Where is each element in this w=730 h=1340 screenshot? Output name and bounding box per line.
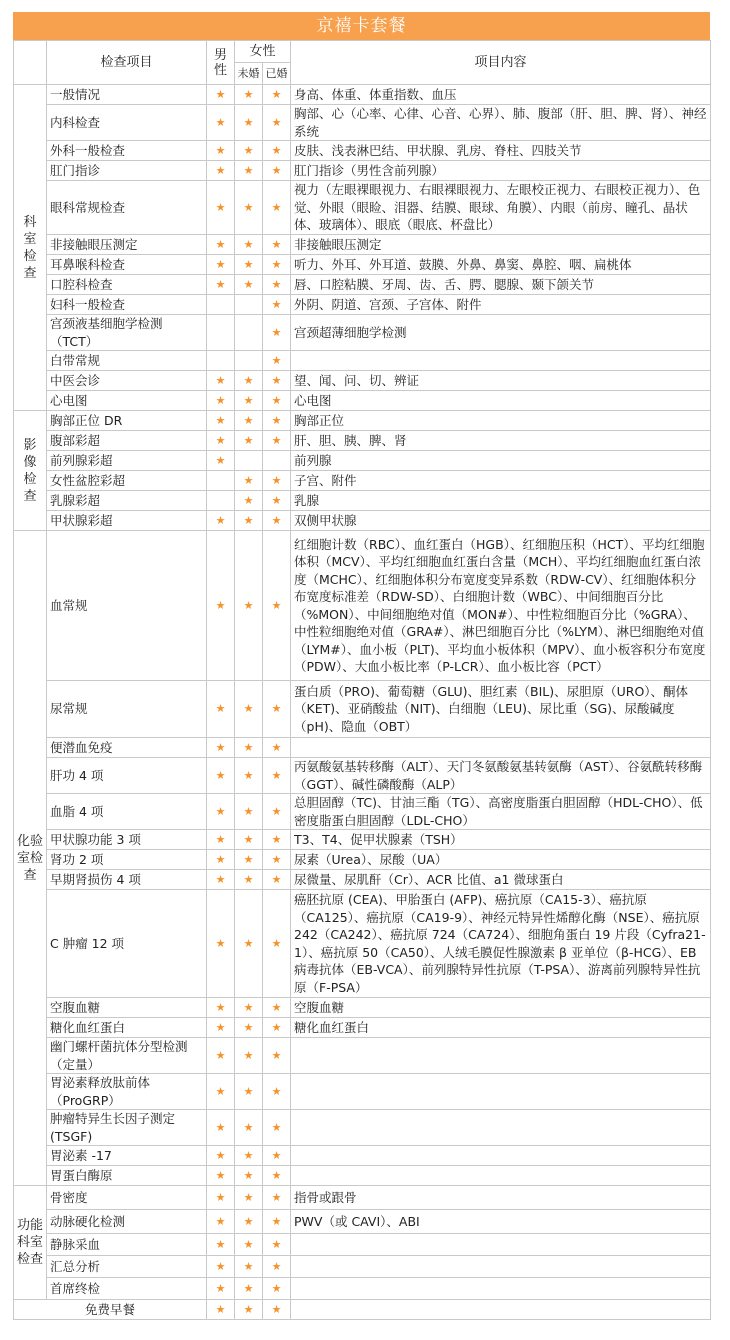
category-cell: [14, 1186, 47, 1300]
table-row: [14, 105, 711, 141]
header-row: [14, 41, 711, 63]
male-star: ★: [207, 1300, 235, 1320]
married-star: ★: [263, 371, 291, 391]
married-star: ★: [263, 511, 291, 531]
item-name: 血常规: [47, 531, 207, 681]
item-name: 甲状腺彩超: [47, 511, 207, 531]
footer-name: 免费早餐: [14, 1300, 207, 1320]
male-star: ★: [207, 531, 235, 681]
unmarried-star: ★: [235, 161, 263, 181]
male-star: ★: [207, 1074, 235, 1110]
unmarried-star: [235, 315, 263, 351]
unmarried-star: ★: [235, 830, 263, 850]
table-row: [14, 1110, 711, 1146]
item-name: 便潜血免疫: [47, 738, 207, 758]
table-row: [14, 830, 711, 850]
unmarried-star: ★: [235, 1186, 263, 1210]
item-name: 非接触眼压测定: [47, 235, 207, 255]
male-star: ★: [207, 1210, 235, 1234]
unmarried-star: ★: [235, 141, 263, 161]
item-content: [291, 1256, 711, 1278]
unmarried-star: ★: [235, 998, 263, 1018]
married-star: ★: [263, 295, 291, 315]
married-star: [263, 451, 291, 471]
item-content: 宫颈超薄细胞学检测: [291, 315, 711, 351]
category-cell: [14, 531, 47, 1186]
married-star: ★: [263, 255, 291, 275]
table-body: [14, 85, 711, 1320]
married-star: ★: [263, 105, 291, 141]
item-name: 妇科一般检查: [47, 295, 207, 315]
male-star: ★: [207, 1186, 235, 1210]
male-star: ★: [207, 1234, 235, 1256]
male-star: ★: [207, 998, 235, 1018]
unmarried-star: ★: [235, 411, 263, 431]
unmarried-star: ★: [235, 1146, 263, 1166]
unmarried-star: ★: [235, 275, 263, 295]
item-content: 总胆固醇（TC)、甘油三酯（TG）、高密度脂蛋白胆固醇（HDL-CHO）、低密度脂蛋白胆固醇（LDL-CHO）: [291, 794, 711, 830]
category-label: 功能科室检查: [16, 1218, 43, 1267]
male-star: [207, 491, 235, 511]
item-content: 双侧甲状腺: [291, 511, 711, 531]
unmarried-star: ★: [235, 85, 263, 105]
item-content: 空腹血糖: [291, 998, 711, 1018]
item-name: 空腹血糖: [47, 998, 207, 1018]
unmarried-star: ★: [235, 511, 263, 531]
table-row: [14, 998, 711, 1018]
item-name: 心电图: [47, 391, 207, 411]
married-star: ★: [263, 850, 291, 870]
item-name: 肿瘤特异生长因子测定(TSGF): [47, 1110, 207, 1146]
item-content: 肝、胆、胰、脾、肾: [291, 431, 711, 451]
married-star: ★: [263, 181, 291, 235]
unmarried-star: ★: [235, 1110, 263, 1146]
item-name: 外科一般检查: [47, 141, 207, 161]
unmarried-star: ★: [235, 738, 263, 758]
item-content: 糖化血红蛋白: [291, 1018, 711, 1038]
item-name: 首席终检: [47, 1278, 207, 1300]
item-content: 前列腺: [291, 451, 711, 471]
male-star: [207, 315, 235, 351]
married-star: ★: [263, 758, 291, 794]
item-content: [291, 738, 711, 758]
item-name: 骨密度: [47, 1186, 207, 1210]
unmarried-star: ★: [235, 890, 263, 998]
table-row: [14, 890, 711, 998]
item-name: 早期肾损伤 4 项: [47, 870, 207, 890]
male-star: ★: [207, 411, 235, 431]
male-star: ★: [207, 391, 235, 411]
header-unmarried: 未婚: [235, 63, 263, 85]
male-star: ★: [207, 681, 235, 738]
male-star: ★: [207, 181, 235, 235]
unmarried-star: ★: [235, 1300, 263, 1320]
unmarried-star: ★: [235, 1018, 263, 1038]
table-row: [14, 1234, 711, 1256]
item-name: 幽门螺杆菌抗体分型检测（定量）: [47, 1038, 207, 1074]
item-content: 红细胞计数（RBC）、血红蛋白（HGB）、红细胞压积（HCT）、平均红细胞体积（MCV）、平均红细胞血红蛋白含量（MCH）、平均红细胞血红蛋白浓度（MCHC）、红细胞体积分布宽度变异系数（RDW-CV）、红细胞体积分布宽度标准差（RDW-SD）、白细胞计数（WBC）、中间细胞百分比（%MON）、中间细胞绝对值（MON#）、中性粒细胞百分比（%GRA）、中性粒细胞绝对值（GRA#）、淋巴细胞百分比（%LYM）、淋巴细胞绝对值（LYM#）、血小板（PLT)、平均血小板体积（MPV）、血小板容积分布宽度（PDW）、大血小板比率（P-LCR）、血小板比容（PCT）: [291, 531, 711, 681]
unmarried-star: ★: [235, 391, 263, 411]
male-star: ★: [207, 794, 235, 830]
table-row: [14, 315, 711, 351]
table-row: [14, 411, 711, 431]
male-star: ★: [207, 235, 235, 255]
married-star: ★: [263, 1256, 291, 1278]
table-row: [14, 235, 711, 255]
married-star: ★: [263, 794, 291, 830]
header-married: 已婚: [263, 63, 291, 85]
married-star: ★: [263, 890, 291, 998]
married-star: ★: [263, 830, 291, 850]
table-row: [14, 738, 711, 758]
item-content: [291, 1038, 711, 1074]
item-content: 乳腺: [291, 491, 711, 511]
item-content: [291, 351, 711, 371]
unmarried-star: ★: [235, 870, 263, 890]
header-item: 检查项目: [47, 41, 207, 85]
item-name: 糖化血红蛋白: [47, 1018, 207, 1038]
item-content: 视力（左眼裸眼视力、右眼裸眼视力、左眼校正视力、右眼校正视力）、色觉、外眼（眼睑、泪器、结膜、眼球、角膜）、内眼（前房、瞳孔、晶状体、玻璃体）、眼底（眼底、杯盘比）: [291, 181, 711, 235]
table-row: [14, 1074, 711, 1110]
unmarried-star: ★: [235, 1210, 263, 1234]
table-row: [14, 295, 711, 315]
male-star: ★: [207, 738, 235, 758]
item-content: 胸部、心（心率、心律、心音、心界）、肺、腹部（肝、胆、脾、肾）、神经系统: [291, 105, 711, 141]
category-label: 影像检查: [23, 437, 37, 504]
married-star: ★: [263, 1210, 291, 1234]
item-name: 耳鼻喉科检查: [47, 255, 207, 275]
married-star: ★: [263, 275, 291, 295]
table-row: [14, 1018, 711, 1038]
item-content: [291, 1166, 711, 1186]
unmarried-star: ★: [235, 431, 263, 451]
male-star: ★: [207, 1278, 235, 1300]
unmarried-star: ★: [235, 681, 263, 738]
table-row: [14, 870, 711, 890]
item-content: 丙氨酸氨基转移酶（ALT）、天门冬氨酸氨基转氨酶（AST）、谷氨酰转移酶（GGT）、碱性磷酸酶（ALP）: [291, 758, 711, 794]
unmarried-star: ★: [235, 758, 263, 794]
table-row: [14, 161, 711, 181]
unmarried-star: [235, 351, 263, 371]
item-name: 胃泌素 -17: [47, 1146, 207, 1166]
married-star: ★: [263, 738, 291, 758]
table-row: [14, 181, 711, 235]
item-content: 皮肤、浅表淋巴结、甲状腺、乳房、脊柱、四肢关节: [291, 141, 711, 161]
item-content: 指骨或跟骨: [291, 1186, 711, 1210]
item-content: 非接触眼压测定: [291, 235, 711, 255]
category-label: 化验室检查: [16, 833, 43, 883]
married-star: ★: [263, 1110, 291, 1146]
item-content: [291, 1278, 711, 1300]
male-star: ★: [207, 105, 235, 141]
male-star: ★: [207, 431, 235, 451]
item-name: 一般情况: [47, 85, 207, 105]
package-table: [13, 40, 711, 1320]
item-name: 胃泌素释放肽前体（ProGRP）: [47, 1074, 207, 1110]
married-star: ★: [263, 998, 291, 1018]
item-content: 心电图: [291, 391, 711, 411]
unmarried-star: ★: [235, 255, 263, 275]
package-table-container: [13, 12, 710, 1320]
item-content: 身高、体重、体重指数、血压: [291, 85, 711, 105]
item-name: 甲状腺功能 3 项: [47, 830, 207, 850]
item-content: [291, 1074, 711, 1110]
header-female: 女性: [235, 41, 291, 63]
item-content: 唇、口腔粘膜、牙周、齿、舌、腭、腮腺、颞下颌关节: [291, 275, 711, 295]
unmarried-star: ★: [235, 1038, 263, 1074]
married-star: ★: [263, 1234, 291, 1256]
unmarried-star: ★: [235, 1074, 263, 1110]
item-name: 女性盆腔彩超: [47, 471, 207, 491]
male-star: ★: [207, 1146, 235, 1166]
table-row: [14, 1038, 711, 1074]
unmarried-star: ★: [235, 371, 263, 391]
married-star: ★: [263, 351, 291, 371]
item-name: 肾功 2 项: [47, 850, 207, 870]
married-star: ★: [263, 85, 291, 105]
male-star: ★: [207, 758, 235, 794]
male-star: ★: [207, 255, 235, 275]
table-row: [14, 391, 711, 411]
table-row: [14, 351, 711, 371]
table-row: [14, 1166, 711, 1186]
item-content: 子宫、附件: [291, 471, 711, 491]
male-star: [207, 295, 235, 315]
item-name: 中医会诊: [47, 371, 207, 391]
married-star: ★: [263, 1038, 291, 1074]
item-name: 肝功 4 项: [47, 758, 207, 794]
married-star: ★: [263, 1186, 291, 1210]
item-content: 肛门指诊（男性含前列腺）: [291, 161, 711, 181]
item-content: [291, 1110, 711, 1146]
item-name: 尿常规: [47, 681, 207, 738]
unmarried-star: ★: [235, 1256, 263, 1278]
item-name: 动脉硬化检测: [47, 1210, 207, 1234]
footer-row: [14, 1300, 711, 1320]
male-star: ★: [207, 850, 235, 870]
unmarried-star: ★: [235, 1278, 263, 1300]
table-row: [14, 1210, 711, 1234]
married-star: ★: [263, 235, 291, 255]
item-content: 胸部正位: [291, 411, 711, 431]
male-star: ★: [207, 451, 235, 471]
item-name: 血脂 4 项: [47, 794, 207, 830]
category-label: 科室检查: [23, 214, 37, 281]
unmarried-star: ★: [235, 181, 263, 235]
married-star: ★: [263, 141, 291, 161]
item-name: 静脉采血: [47, 1234, 207, 1256]
package-title: 京禧卡套餐: [13, 12, 710, 40]
male-star: [207, 471, 235, 491]
unmarried-star: ★: [235, 794, 263, 830]
male-star: ★: [207, 870, 235, 890]
header-content: 项目内容: [291, 41, 711, 85]
item-name: 腹部彩超: [47, 431, 207, 451]
married-star: ★: [263, 471, 291, 491]
male-star: ★: [207, 1018, 235, 1038]
married-star: ★: [263, 1300, 291, 1320]
table-row: [14, 451, 711, 471]
item-content: 尿素（Urea）、尿酸（UA）: [291, 850, 711, 870]
item-content: 听力、外耳、外耳道、鼓膜、外鼻、鼻窦、鼻腔、咽、扁桃体: [291, 255, 711, 275]
unmarried-star: ★: [235, 235, 263, 255]
unmarried-star: ★: [235, 471, 263, 491]
item-content: 望、闻、问、切、辨证: [291, 371, 711, 391]
item-name: 乳腺彩超: [47, 491, 207, 511]
male-star: ★: [207, 371, 235, 391]
table-row: [14, 1256, 711, 1278]
header-male: 男性: [207, 41, 235, 85]
item-name: C 肿瘤 12 项: [47, 890, 207, 998]
item-name: 白带常规: [47, 351, 207, 371]
married-star: ★: [263, 431, 291, 451]
table-row: [14, 1186, 711, 1210]
male-star: ★: [207, 1110, 235, 1146]
male-star: ★: [207, 890, 235, 998]
married-star: ★: [263, 1166, 291, 1186]
unmarried-star: ★: [235, 850, 263, 870]
male-star: ★: [207, 1256, 235, 1278]
category-cell: [14, 411, 47, 531]
item-content: PWV（或 CAVI）、ABI: [291, 1210, 711, 1234]
item-content: 癌胚抗原 (CEA)、甲胎蛋白 (AFP)、癌抗原（CA15-3）、癌抗原（CA125）、癌抗原（CA19-9）、神经元特异性烯醇化酶（NSE）、癌抗原 242（CA242）、癌抗原 724（CA724）、细胞角蛋白 19 片段（Cyfra21-1）、癌抗原 50（CA50）、人绒毛膜促性腺激素 β 亚单位（β-HCG）、EB 病毒抗体（EB-VCA）、前列腺特异性抗原（T-PSA）、游离前列腺特异性抗原（F-PSA）: [291, 890, 711, 998]
married-star: ★: [263, 870, 291, 890]
item-content: [291, 1146, 711, 1166]
table-row: [14, 491, 711, 511]
married-star: ★: [263, 411, 291, 431]
male-star: ★: [207, 830, 235, 850]
male-star: ★: [207, 511, 235, 531]
table-row: [14, 431, 711, 451]
item-content: T3、T4、促甲状腺素（TSH）: [291, 830, 711, 850]
table-row: [14, 681, 711, 738]
married-star: ★: [263, 391, 291, 411]
item-content: [291, 1300, 711, 1320]
male-star: [207, 351, 235, 371]
item-name: 胸部正位 DR: [47, 411, 207, 431]
item-name: 内科检查: [47, 105, 207, 141]
male-star: ★: [207, 85, 235, 105]
unmarried-star: ★: [235, 491, 263, 511]
married-star: ★: [263, 161, 291, 181]
table-row: [14, 275, 711, 295]
male-star: ★: [207, 141, 235, 161]
item-name: 口腔科检查: [47, 275, 207, 295]
item-content: 蛋白质（PRO)、葡萄糖（GLU)、胆红素（BIL)、尿胆原（URO）、酮体（KET)、亚硝酸盐（NIT)、白细胞（LEU)、尿比重（SG)、尿酸碱度（pH)、隐血（OBT）: [291, 681, 711, 738]
item-content: 外阴、阴道、宫颈、子宫体、附件: [291, 295, 711, 315]
married-star: ★: [263, 491, 291, 511]
unmarried-star: ★: [235, 1166, 263, 1186]
category-cell: [14, 85, 47, 411]
unmarried-star: [235, 451, 263, 471]
table-row: [14, 471, 711, 491]
item-name: 前列腺彩超: [47, 451, 207, 471]
male-star: ★: [207, 1166, 235, 1186]
item-name: 汇总分析: [47, 1256, 207, 1278]
unmarried-star: ★: [235, 531, 263, 681]
item-name: 宫颈液基细胞学检测（TCT）: [47, 315, 207, 351]
married-star: ★: [263, 315, 291, 351]
table-row: [14, 141, 711, 161]
table-row: [14, 794, 711, 830]
male-star: ★: [207, 275, 235, 295]
item-content: [291, 1234, 711, 1256]
table-row: [14, 531, 711, 681]
married-star: ★: [263, 1278, 291, 1300]
item-name: 眼科常规检查: [47, 181, 207, 235]
table-row: [14, 1146, 711, 1166]
married-star: ★: [263, 681, 291, 738]
male-star: ★: [207, 1038, 235, 1074]
married-star: ★: [263, 1146, 291, 1166]
unmarried-star: ★: [235, 105, 263, 141]
item-content: 尿微量、尿肌酐（Cr）、ACR 比值、a1 微球蛋白: [291, 870, 711, 890]
table-row: [14, 85, 711, 105]
male-star: ★: [207, 161, 235, 181]
header-category: [14, 41, 47, 85]
table-row: [14, 511, 711, 531]
table-row: [14, 758, 711, 794]
item-name: 胃蛋白酶原: [47, 1166, 207, 1186]
table-row: [14, 371, 711, 391]
table-row: [14, 850, 711, 870]
married-star: ★: [263, 1018, 291, 1038]
table-row: [14, 255, 711, 275]
table-row: [14, 1278, 711, 1300]
unmarried-star: [235, 295, 263, 315]
married-star: ★: [263, 531, 291, 681]
item-name: 肛门指诊: [47, 161, 207, 181]
unmarried-star: ★: [235, 1234, 263, 1256]
married-star: ★: [263, 1074, 291, 1110]
